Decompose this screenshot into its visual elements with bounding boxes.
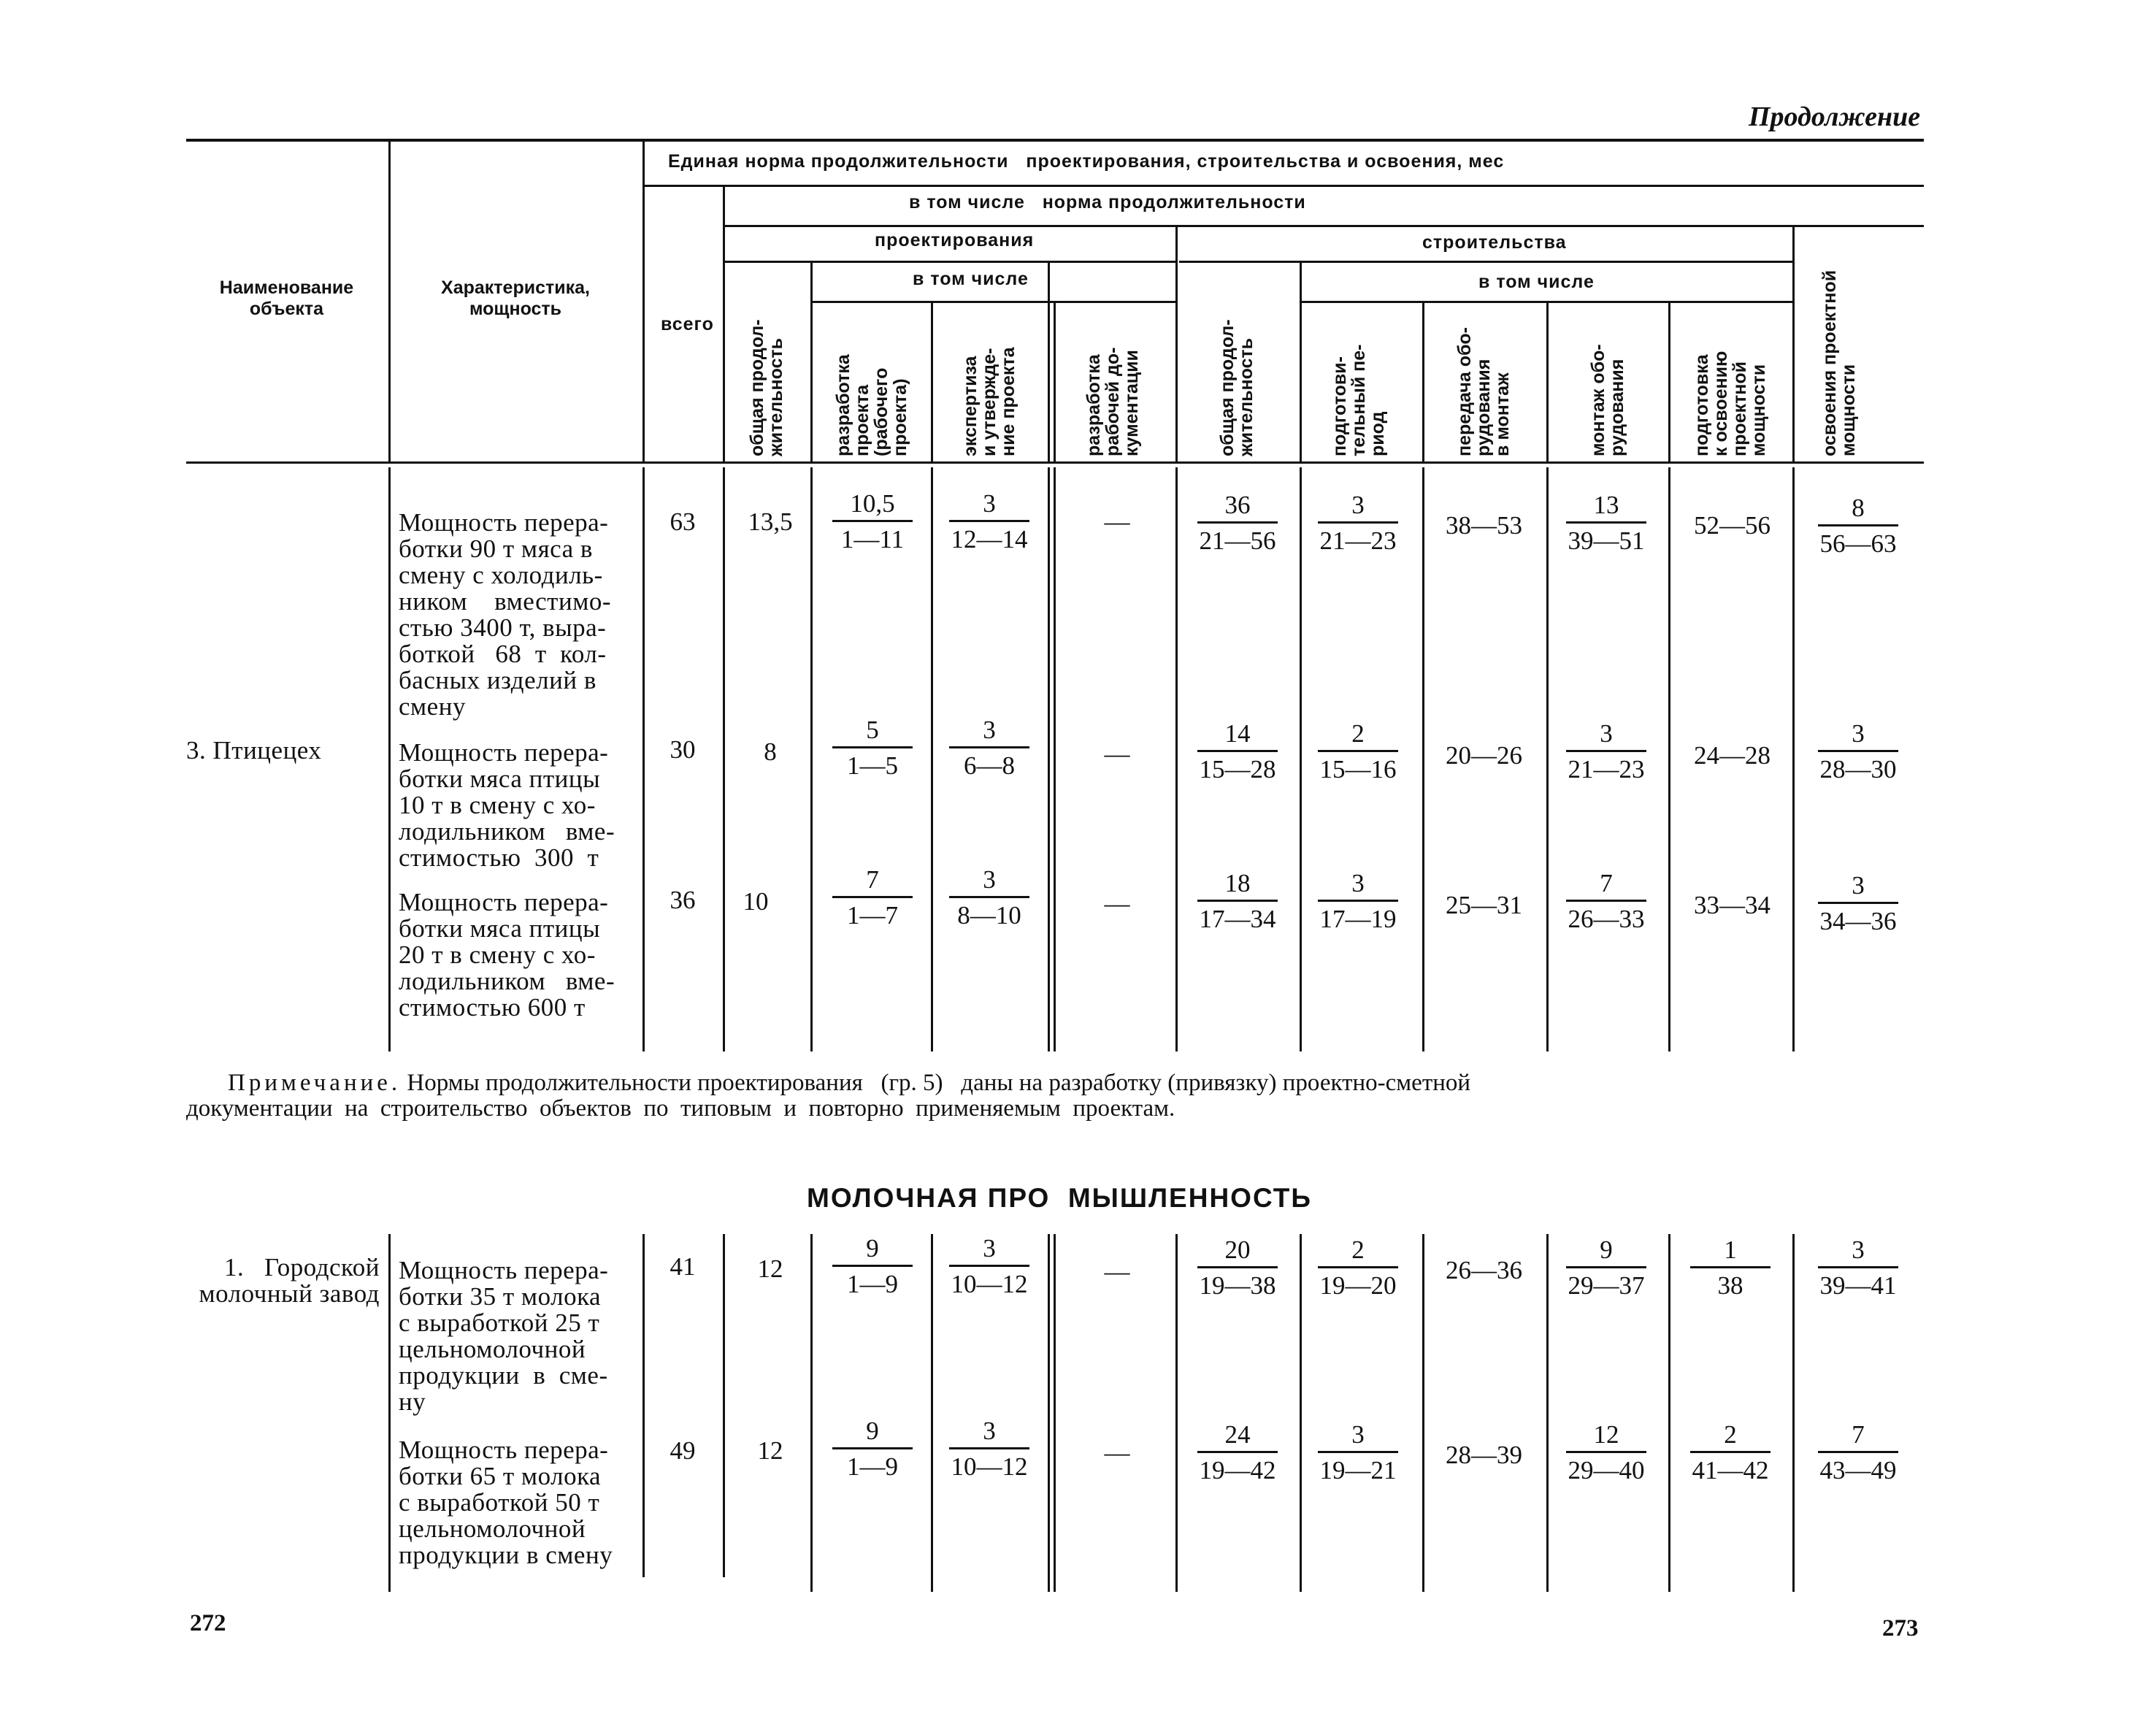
s1-v-exp [1048, 467, 1050, 1051]
hdr-v-total [723, 185, 725, 461]
s2-v-char [388, 1234, 391, 1592]
header-design-expertise: экспертиза и утвержде- ние проекта [960, 347, 1018, 456]
s1-row1-mastery [1818, 494, 1898, 559]
s2-row1-mastery-prep [1690, 1235, 1771, 1300]
s1-row2-exp-top: 3 [983, 716, 996, 744]
s2-row1-docs: — [1104, 1257, 1130, 1286]
s1-row1-mastery-prep: 52—56 [1694, 511, 1771, 540]
hdr-v-ctotal [1300, 261, 1302, 461]
s1-row1-exp [949, 489, 1029, 554]
s2-row2-mprep-top: 2 [1724, 1420, 1737, 1449]
s1-row2-ct-bot: 15—28 [1199, 755, 1276, 784]
hdr-v-exp [1048, 261, 1050, 461]
s1-v-ctotal [1300, 467, 1302, 1051]
s1-row1-prep-top: 3 [1351, 491, 1365, 519]
s1-row1-ct-bot: 21—56 [1199, 526, 1276, 555]
s2-row2-prep [1318, 1420, 1398, 1485]
page-number-left: 272 [190, 1610, 226, 1636]
s2-row2-mast-top: 7 [1852, 1420, 1865, 1449]
s1-row3-mount-bot: 26—33 [1568, 905, 1645, 933]
s1-row1-design-total: 13,5 [748, 507, 793, 536]
s1-row1-dev [832, 489, 913, 554]
s2-row2-constr-total [1197, 1420, 1278, 1485]
s2-row1-mount-bot: 29—37 [1568, 1271, 1645, 1300]
note-label: Примечание. [228, 1070, 402, 1096]
s1-row1-mount-bot: 39—51 [1568, 526, 1645, 555]
s1-v-mount [1668, 467, 1670, 1051]
header-constr-mastery-prep: подготовка к освоению проектной мощности [1692, 350, 1769, 456]
s2-row1-dev-bot: 1—9 [847, 1270, 898, 1298]
header-rule-3a [723, 261, 1175, 263]
s2-row1-ct-bot: 19—38 [1199, 1271, 1276, 1300]
s2-v-exp2 [1054, 1234, 1056, 1592]
s1-row3-desc: Мощность перера- ботки мяса птицы 20 т в смену с хо- лодильником вме- стимостью 600 т [399, 888, 615, 1022]
s1-row3-dev [832, 865, 913, 930]
header-total: всего [661, 314, 714, 334]
s2-row2-desc: Мощность перера- ботки 65 т молока с выработкой 50 т цельномолочной продукции в смену [399, 1436, 613, 1569]
s2-row1-equip: 26—36 [1446, 1256, 1522, 1284]
s1-row2-dev-bot: 1—5 [847, 751, 898, 780]
s1-v-mastery [1792, 467, 1795, 1051]
s2-row1-design-total: 12 [757, 1254, 783, 1283]
s1-row1-exp-top: 3 [983, 489, 996, 518]
header-construction-incl: в том числе [1478, 272, 1595, 292]
s1-object-name: 3. Птицецех [186, 736, 322, 765]
s1-v-dtotal [810, 467, 813, 1051]
hdr-v-dev [931, 301, 933, 461]
hdr-v-char [642, 140, 645, 461]
header-constr-equip: передача обо- рудования в монтаж [1454, 326, 1513, 456]
header-rule-4a [810, 301, 1175, 303]
header-rule-1 [642, 185, 1924, 187]
header-object-name: Наименование объекта [219, 277, 354, 319]
header-rule-2 [723, 225, 1924, 227]
s1-row1-dev-bot: 1—11 [840, 525, 905, 553]
s1-row1-mast-bot: 56—63 [1819, 529, 1897, 558]
header-design-incl: в том числе [913, 269, 1029, 289]
header-constr-mount: монтаж обо- рудования [1588, 344, 1627, 456]
s2-row2-prep-bot: 19—21 [1319, 1456, 1397, 1484]
s1-row2-dev-top: 5 [866, 716, 879, 744]
table-top-rule [186, 139, 1924, 142]
s2-v-equip [1546, 1234, 1549, 1592]
s1-row2-exp [949, 716, 1029, 781]
s2-row2-dev-bot: 1—9 [847, 1452, 898, 1481]
header-characteristic: Характеристика, мощность [441, 277, 590, 319]
s1-row1-mount [1566, 491, 1646, 556]
s2-row1-mount-top: 9 [1600, 1235, 1613, 1264]
s1-row1-prep-bot: 21—23 [1319, 526, 1397, 555]
s2-v-desc [642, 1234, 645, 1577]
hdr-v-mastery [1792, 225, 1795, 461]
s1-v-char [388, 467, 391, 1051]
s2-row2-equip: 28—39 [1446, 1441, 1522, 1469]
note-line-2: документации на строительство объектов по типовым и повторно применяемым проектам. [186, 1095, 1175, 1122]
s1-row2-dev [832, 716, 913, 781]
s2-row2-docs: — [1104, 1438, 1130, 1467]
s2-row1-dev-top: 9 [866, 1234, 879, 1263]
s1-row1-ct-top: 36 [1224, 491, 1251, 519]
s1-row1-dev-top: 10,5 [850, 489, 895, 518]
s2-row2-dev-top: 9 [866, 1417, 879, 1445]
s2-row1-exp [949, 1234, 1029, 1299]
s1-row3-ct-bot: 17—34 [1199, 905, 1276, 933]
s1-row3-prep-top: 3 [1351, 869, 1365, 897]
s1-row1-docs: — [1104, 507, 1130, 536]
s2-v-prep [1422, 1234, 1424, 1592]
s2-row1-mastery [1818, 1235, 1898, 1300]
s1-v-total [723, 467, 725, 1051]
s1-row1-mast-top: 8 [1852, 494, 1865, 522]
s1-row3-prep-bot: 17—19 [1319, 905, 1397, 933]
s1-row2-mount [1566, 719, 1646, 784]
s1-row3-dev-top: 7 [866, 865, 879, 894]
s2-row1-mount [1566, 1235, 1646, 1300]
s2-row2-total: 49 [670, 1436, 696, 1465]
continued-label: Продолжение [1749, 101, 1921, 132]
header-design-docs: разработка рабочей до- кументации [1083, 347, 1142, 456]
s2-row1-ct-top: 20 [1224, 1235, 1251, 1264]
hdr-v-mount [1668, 301, 1670, 461]
s2-object-name: 1. Городской молочный завод [199, 1253, 380, 1308]
s1-row2-mount-top: 3 [1600, 719, 1613, 748]
s1-row3-total: 36 [670, 886, 696, 914]
s1-row1-equip: 38—53 [1446, 511, 1522, 540]
s1-row1-total: 63 [670, 507, 696, 536]
s1-v-exp2 [1054, 467, 1056, 1051]
hdr-v-docs [1175, 225, 1178, 461]
s2-row2-ct-bot: 19—42 [1199, 1456, 1276, 1484]
s2-v-docs [1175, 1234, 1178, 1592]
s2-row2-mprep-bot: 41—42 [1692, 1456, 1769, 1484]
s1-row1-mount-top: 13 [1593, 491, 1619, 519]
s2-v-exp [1048, 1234, 1050, 1592]
s1-row2-mastery-prep: 24—28 [1694, 741, 1771, 770]
s1-row3-mastery [1818, 871, 1898, 936]
s1-v-docs [1175, 467, 1178, 1051]
header-design-group: проектирования [875, 230, 1035, 250]
note-text-1: Нормы продолжительности проектирования (гр. 5) даны на разработку (привязку) проектно-сметной [407, 1070, 1471, 1096]
s2-row1-mprep-top: 1 [1724, 1235, 1737, 1264]
s2-row2-prep-top: 3 [1351, 1420, 1365, 1449]
s2-row2-exp-top: 3 [983, 1417, 996, 1445]
s2-row1-exp-top: 3 [983, 1234, 996, 1263]
s1-row2-equip: 20—26 [1446, 741, 1522, 770]
s1-row1-exp-bot: 12—14 [951, 525, 1028, 553]
header-mastery: освоения проектной мощности [1819, 269, 1859, 456]
header-unified-norm: Единая норма продолжительности проектирования, строительства и освоения, мес [668, 151, 1505, 172]
s1-row2-exp-bot: 6—8 [964, 751, 1015, 780]
s2-row1-dev [832, 1234, 913, 1299]
s2-row2-mount-bot: 29—40 [1568, 1456, 1645, 1484]
s2-row1-mast-bot: 39—41 [1819, 1271, 1897, 1300]
s2-row1-mast-top: 3 [1852, 1235, 1865, 1264]
s1-row3-mount [1566, 869, 1646, 934]
hdr-v-equip [1546, 301, 1549, 461]
s1-v-desc [642, 467, 645, 1051]
hdr-v-prep [1422, 301, 1424, 461]
s2-row2-ct-top: 24 [1224, 1420, 1251, 1449]
s1-v-dev [931, 467, 933, 1051]
s2-row2-mast-bot: 43—49 [1819, 1456, 1897, 1484]
section-title-dairy: МОЛОЧНАЯ ПРО МЫШЛЕННОСТЬ [807, 1183, 1312, 1213]
s1-row3-prep [1318, 869, 1398, 934]
s2-row2-mount-top: 12 [1593, 1420, 1619, 1449]
s2-row2-mastery [1818, 1420, 1898, 1485]
header-incl-norm: в том числе норма продолжительности [909, 192, 1306, 212]
s1-row3-exp [949, 865, 1029, 930]
s2-row2-dev [832, 1417, 913, 1482]
s1-v-equip [1546, 467, 1549, 1051]
s1-row3-mast-bot: 34—36 [1819, 907, 1897, 935]
header-constr-prep: подготови- тельный пе- риод [1330, 344, 1388, 456]
s2-v-mount [1668, 1234, 1670, 1592]
s1-row2-mast-top: 3 [1852, 719, 1865, 748]
s1-row2-docs: — [1104, 740, 1130, 768]
s1-row2-prep [1318, 719, 1398, 784]
s1-row3-dev-bot: 1—7 [847, 901, 898, 930]
header-construction-group: строительства [1422, 232, 1567, 253]
s1-row2-desc: Мощность перера- ботки мяса птицы 10 т в смену с хо- лодильником вме- стимостью 300 т [399, 738, 615, 872]
s1-row3-exp-bot: 8—10 [957, 901, 1021, 930]
s2-row2-exp-bot: 10—12 [951, 1452, 1028, 1481]
header-design-total: общая продол- жительность [747, 319, 786, 456]
s1-row3-mount-top: 7 [1600, 869, 1613, 897]
s2-row2-exp [949, 1417, 1029, 1482]
s1-row2-constr-total [1197, 719, 1278, 784]
s2-row2-mount [1566, 1420, 1646, 1485]
s2-row2-mastery-prep [1690, 1420, 1771, 1485]
s2-row1-prep-top: 2 [1351, 1235, 1365, 1264]
s1-row3-equip: 25—31 [1446, 891, 1522, 919]
header-constr-total: общая продол- жительность [1217, 319, 1257, 456]
hdr-v-exp2 [1054, 301, 1056, 461]
s2-row1-mprep-bot: 38 [1717, 1271, 1743, 1300]
hdr-v-dtotal [810, 261, 813, 461]
s2-v-mastery [1792, 1234, 1795, 1592]
s1-row3-mast-top: 3 [1852, 871, 1865, 900]
s2-row1-total: 41 [670, 1252, 696, 1281]
note-line-1 [228, 1070, 1470, 1097]
s1-row1-desc: Мощность перера- ботки 90 т мяса в смену с холодиль- ником вместимо- стью 3400 т, выра- боткой 68 т кол- басных изделий в смену [399, 508, 612, 721]
s2-v-dev [931, 1234, 933, 1592]
s1-row3-exp-top: 3 [983, 865, 996, 894]
s1-row2-design-total: 8 [764, 738, 777, 766]
header-rule-3b [1179, 261, 1792, 263]
s1-row2-ct-top: 14 [1224, 719, 1251, 748]
s2-row2-design-total: 12 [757, 1436, 783, 1465]
s1-v-prep [1422, 467, 1424, 1051]
page-number-right: 273 [1882, 1615, 1919, 1641]
s2-v-total [723, 1234, 725, 1577]
s1-row1-constr-total [1197, 491, 1278, 556]
s1-row2-mount-bot: 21—23 [1568, 755, 1645, 784]
s2-row1-prep-bot: 19—20 [1319, 1271, 1397, 1300]
s2-row1-constr-total [1197, 1235, 1278, 1300]
s2-row1-prep [1318, 1235, 1398, 1300]
s1-row2-prep-bot: 15—16 [1319, 755, 1397, 784]
s1-row1-prep [1318, 491, 1398, 556]
header-bottom-rule [186, 461, 1924, 464]
s2-row1-desc: Мощность перера- ботки 35 т молока с выработкой 25 т цельномолочной продукции в сме- ну [399, 1256, 609, 1416]
s1-row3-design-total: 10 [743, 887, 769, 916]
s1-row2-mastery [1818, 719, 1898, 784]
s1-row2-total: 30 [670, 735, 696, 764]
s1-row3-constr-total [1197, 869, 1278, 934]
s2-v-ctotal [1300, 1234, 1302, 1592]
s1-row3-mastery-prep: 33—34 [1694, 891, 1771, 919]
s1-row2-prep-top: 2 [1351, 719, 1365, 748]
s1-row3-ct-top: 18 [1224, 869, 1251, 897]
header-design-dev: разработка проекта (рабочего проекта) [833, 354, 910, 456]
s2-row1-exp-bot: 10—12 [951, 1270, 1028, 1298]
s1-row2-mast-bot: 28—30 [1819, 755, 1897, 784]
s2-v-dtotal [810, 1234, 813, 1592]
s1-row3-docs: — [1104, 889, 1130, 918]
